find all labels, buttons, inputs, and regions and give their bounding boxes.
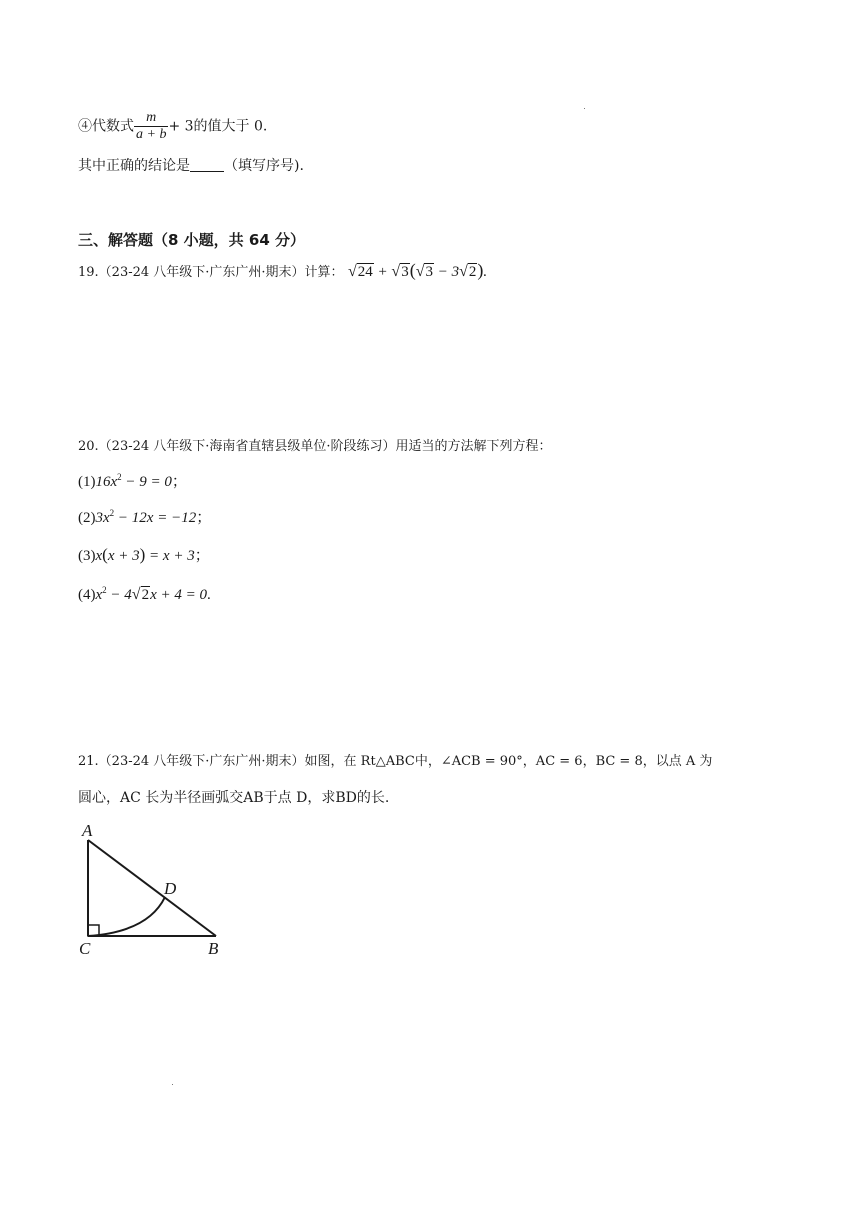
label-d: D <box>164 879 177 898</box>
speck-bottom <box>172 1084 173 1085</box>
label-c: C <box>79 939 91 958</box>
q18-conclusion <box>78 156 304 176</box>
q19-label: 19.（23-24 八年级下·广东广州·期末）计算： <box>78 265 344 280</box>
label-b: B <box>208 939 219 958</box>
q18-item4-numerator: m <box>146 110 157 125</box>
q19 <box>78 260 487 283</box>
q18-conclusion-suffix: （填写序号). <box>224 158 304 174</box>
q20-label: 20.（23-24 八年级下·海南省直辖县级单位·阶段练习）用适当的方法解下列方程： <box>78 439 552 454</box>
q20-eq1: $(1)16x^2 - 9 = 0$； <box>78 472 187 490</box>
q20-eq4: $(4)x^2 - 4√2x + 4 = 0$. <box>78 585 211 603</box>
q21-line1: 21.（23-24 八年级下·广东广州·期末）如图，在 Rt△ABC中，∠ACB = 90°，AC = 6，BC = 8，以点 A 为 <box>78 754 713 769</box>
section-3-heading: 三、解答题（8 小题，共 64 分） <box>78 231 305 249</box>
q18-item4 <box>78 110 267 143</box>
q21-line2: 圆心，AC 长为半径画弧交AB于点 D，求BD的长. <box>78 790 390 806</box>
q18-item4-fraction <box>134 110 168 143</box>
answer-blank[interactable] <box>190 157 224 172</box>
q19-expression: √24 + √3(√3 − 3√2). <box>348 260 488 280</box>
q18-item4-prefix: ④代数式 <box>78 118 134 135</box>
q20-eq3: (3)x(x + 3) = x + 3； <box>78 545 210 564</box>
side-ab <box>88 840 216 936</box>
speck-top <box>584 108 585 109</box>
triangle-figure <box>70 820 250 960</box>
q18-item4-denominator: a + b <box>136 127 167 142</box>
q20-eq2: $(2)3x^2 - 12x = -12$； <box>78 508 212 526</box>
q18-conclusion-prefix: 其中正确的结论是 <box>78 158 190 174</box>
q18-item4-suffix: + 3的值大于 0. <box>168 118 268 135</box>
label-a: A <box>82 821 93 840</box>
